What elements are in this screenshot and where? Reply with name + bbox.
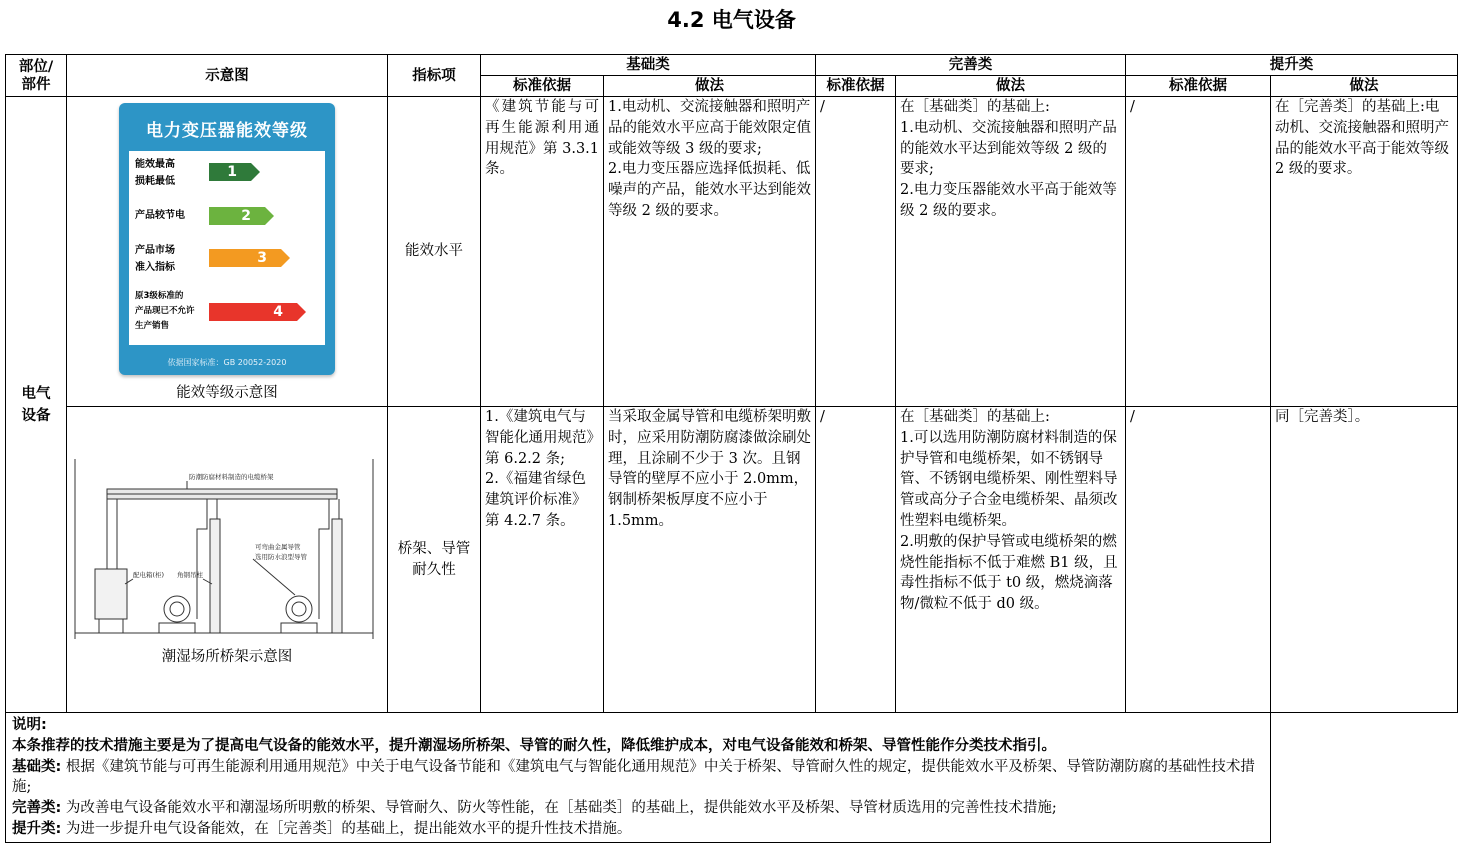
energy-level-bar: 3 (209, 249, 281, 267)
energy-label-title: 电力变压器能效等级 (146, 121, 308, 141)
header-improved-standard: 标准依据 (816, 76, 896, 97)
notes-improved-label: 完善类: (12, 800, 62, 817)
bridge-diagram-image (67, 419, 387, 649)
table-row (6, 407, 1458, 713)
energy-level-row (129, 241, 325, 277)
indicator-cell: 能效水平 (388, 97, 481, 407)
header-part: 部位/ 部件 (6, 55, 67, 97)
notes-improved (12, 798, 1264, 819)
energy-label-levels (129, 151, 325, 345)
energy-level-bar: 1 (209, 163, 251, 181)
upgraded-standard-cell: / (1126, 407, 1271, 713)
energy-level-text: 能效最高 损耗最低 (135, 159, 175, 187)
improved-method-cell: 在［基础类］的基础上: 1.可以选用防潮防腐材料制造的保护导管和电缆桥架，如不锈钢导管、不锈钢电缆桥架、刚性塑料导管或高分子合金电缆桥架、晶须改性塑料电缆桥架。 2.明敷的保护导管或电缆桥架的燃烧性能指标不低于难燃 B1 级，且毒性指标不低于 t0 级，燃烧滴落物/微粒不低于 d0 级。 (896, 407, 1126, 713)
basic-standard-cell: 1.《建筑电气与智能化通用规范》第 6.2.2 条; 2.《福建省绿色建筑评价标准》第 4.2.7 条。 (481, 407, 604, 713)
diagram-cell-energy (67, 97, 388, 407)
upgraded-method-cell: 同［完善类］。 (1271, 407, 1458, 713)
notes-upgraded-text: 为进一步提升电气设备能效，在［完善类］的基础上，提出能效水平的提升性技术措施。 (61, 820, 632, 837)
notes-row (6, 713, 1458, 843)
page-title: 4.2 电气设备 (667, 8, 796, 32)
bridge-label: 配电箱(柜) (133, 571, 165, 579)
bridge-label: 角钢吊柱 (177, 571, 203, 579)
upgraded-method-cell: 在［完善类］的基础上:电动机、交流接触器和照明产品的能效水平高于能效等级 2 级的要求。 (1271, 97, 1458, 407)
header-indicator: 指标项 (388, 55, 481, 97)
table-row (6, 97, 1458, 407)
notes-heading: 说明: (12, 717, 47, 733)
notes-cell (6, 713, 1271, 843)
header-basic-standard: 标准依据 (481, 76, 604, 97)
header-improved-method: 做法 (896, 76, 1126, 97)
basic-method-cell: 1.电动机、交流接触器和照明产品的能效水平应高于能效限定值或能效等级 3 级的要求; 2.电力变压器应选择低损耗、低噪声的产品，能效水平达到能效等级 2 级的要求。 (604, 97, 816, 407)
upgraded-standard-cell: / (1126, 97, 1271, 407)
energy-level-text: 产品较节电 (135, 210, 185, 221)
energy-level-row (129, 155, 325, 191)
notes-basic-label: 基础类: (12, 758, 62, 775)
improved-standard-cell: / (816, 97, 896, 407)
energy-level-text: 原3级标准的 产品现已不允许 生产销售 (135, 291, 195, 331)
notes-basic-text: 根据《建筑节能与可再生能源利用通用规范》中关于电气设备节能和《建筑电气与智能化通用规范》中关于桥架、导管耐久性的规定，提供能效水平及桥架、导管防潮防腐的基础性技术措施; (12, 758, 1255, 796)
notes-upgraded-label: 提升类: (12, 820, 62, 837)
bridge-label: 防潮防腐材料制造的电缆桥架 (189, 473, 274, 481)
notes-upgraded (12, 819, 1264, 840)
header-upgraded-method: 做法 (1271, 76, 1458, 97)
notes-basic (12, 757, 1264, 799)
improved-standard-cell: / (816, 407, 896, 713)
measures-table (5, 54, 1458, 843)
header-basic-method: 做法 (604, 76, 816, 97)
energy-level-row (129, 203, 325, 227)
energy-level-bar: 2 (209, 207, 265, 225)
energy-label-image (119, 103, 335, 375)
diagram-caption: 能效等级示意图 (176, 385, 278, 401)
energy-label-footer: 依据国家标准：GB 20052-2020 (167, 358, 287, 367)
part-cell: 电气 设备 (6, 97, 67, 713)
basic-standard-cell: 《建筑节能与可再生能源利用通用规范》第 3.3.1 条。 (481, 97, 604, 407)
energy-level-row (129, 289, 325, 341)
bridge-label: 选用防水浪型导管 (255, 553, 307, 561)
basic-method-cell: 当采取金属导管和电缆桥架明敷时，应采用防潮防腐漆做涂刷处理，且涂刷不少于 3 次。且钢导管的壁厚不应小于 2.0mm，钢制桥架板厚度不应小于 1.5mm。 (604, 407, 816, 713)
header-diagram: 示意图 (67, 55, 388, 97)
energy-level-bar: 4 (209, 303, 297, 321)
indicator-cell: 桥架、导管耐久性 (388, 407, 481, 713)
header-basic: 基础类 (481, 55, 816, 76)
energy-level-text: 产品市场 准入指标 (135, 245, 175, 273)
notes-summary: 本条推荐的技术措施主要是为了提高电气设备的能效水平，提升潮湿场所桥架、导管的耐久性，降低维护成本，对电气设备能效和桥架、导管性能作分类技术指引。 (12, 737, 1056, 754)
bridge-label: 可弯曲金属导管 (255, 543, 301, 551)
header-improved: 完善类 (816, 55, 1126, 76)
notes-improved-text: 为改善电气设备能效水平和潮湿场所明敷的桥架、导管耐久、防火等性能，在［基础类］的基础上，提供能效水平及桥架、导管材质选用的完善性技术措施; (61, 800, 1057, 817)
diagram-cell-bridge (67, 407, 388, 713)
improved-method-cell: 在［基础类］的基础上: 1.电动机、交流接触器和照明产品的能效水平达到能效等级 2 级的要求; 2.电力变压器能效水平高于能效等级 2 级的要求。 (896, 97, 1126, 407)
header-upgraded-standard: 标准依据 (1126, 76, 1271, 97)
header-upgraded: 提升类 (1126, 55, 1458, 76)
diagram-caption: 潮湿场所桥架示意图 (161, 649, 293, 665)
